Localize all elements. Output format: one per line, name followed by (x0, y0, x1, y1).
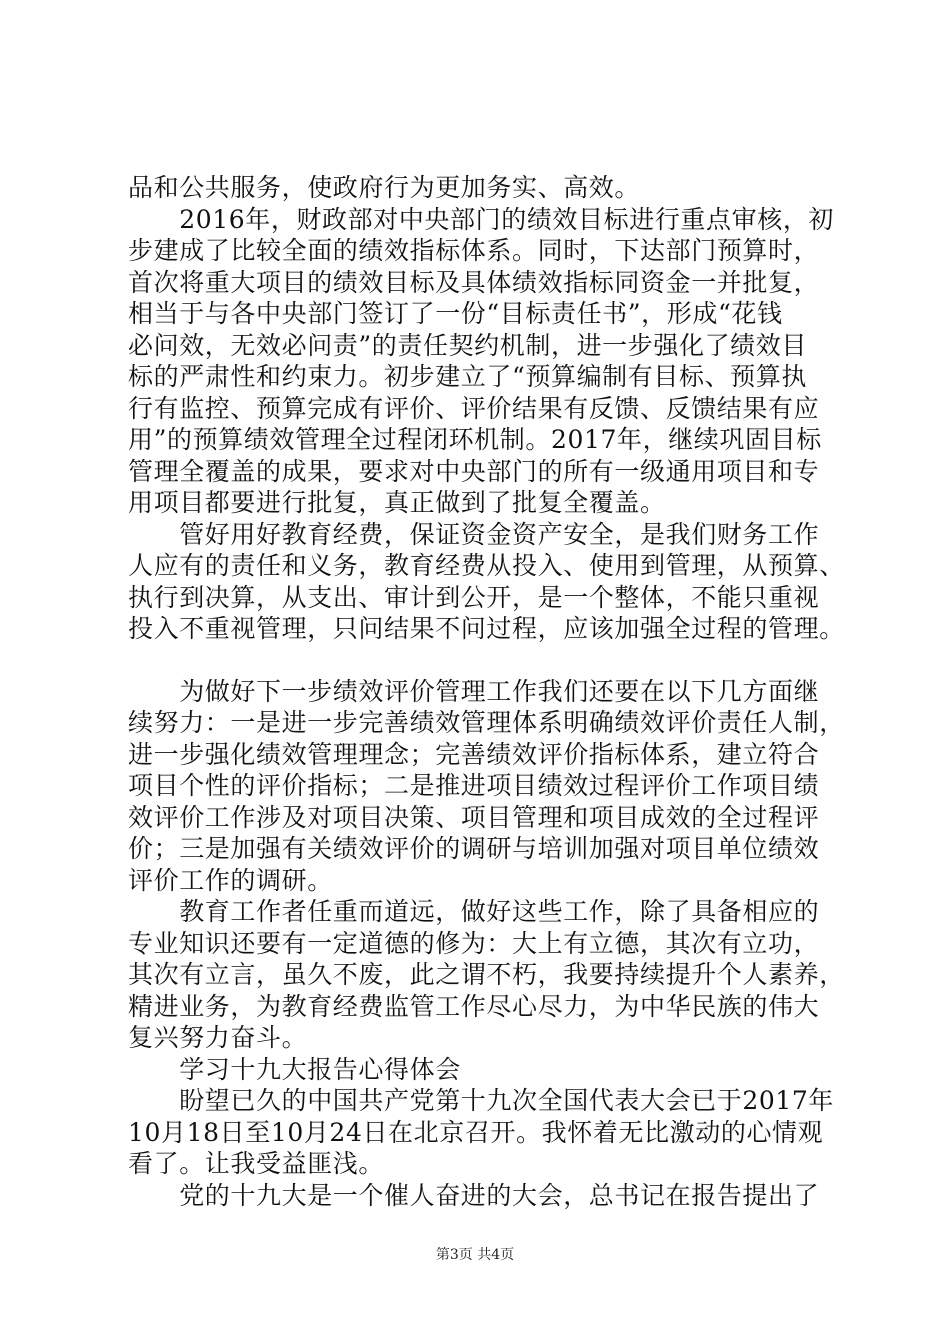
text-line: 投入不重视管理，只问结果不问过程，应该加强全过程的管理。 (128, 614, 845, 643)
text-line: 专业知识还要有一定道德的修为：大上有立德，其次有立功， (128, 928, 820, 958)
text-line: 项目个性的评价指标；二是推进项目绩效过程评价工作项目绩 (128, 771, 820, 800)
text-line: 续努力：一是进一步完善绩效管理体系明确绩效评价责任人制， (128, 708, 845, 737)
text-line: 教育工作者任重而道远，做好这些工作，除了具备相应的 (128, 897, 820, 926)
text-line: 效评价工作涉及对项目决策、项目管理和项目成效的全过程评 (128, 802, 820, 832)
text-line: 评价工作的调研。 (128, 865, 333, 895)
text-line: 盼望已久的中国共产党第十九次全国代表大会已于2017年 (128, 1086, 835, 1115)
text-line: 价；三是加强有关绩效评价的调研与培训加强对项目单位绩效 (128, 834, 820, 863)
paragraph (128, 896, 848, 1054)
text-line: 为做好下一步绩效评价管理工作我们还要在以下几方面继 (128, 676, 820, 706)
text-line: 首次将重大项目的绩效目标及具体绩效指标同资金一并批复， (128, 267, 820, 297)
paragraph (128, 1085, 848, 1180)
paragraph-list (128, 172, 848, 1211)
document-body (128, 172, 848, 1211)
text-line: 行有监控、预算完成有评价、评价结果有反馈、反馈结果有应 (128, 393, 820, 423)
text-line: 复兴努力奋斗。 (128, 1023, 308, 1052)
text-line: 用项目都要进行批复，真正做到了批复全覆盖。 (128, 488, 666, 517)
text-line: 标的严肃性和约束力。初步建立了“预算编制有目标、预算执 (128, 362, 807, 391)
text-line: 看了。让我受益匪浅。 (128, 1149, 385, 1178)
text-line: 人应有的责任和义务，教育经费从投入、使用到管理，从预算、 (128, 551, 845, 580)
paragraph (128, 519, 848, 645)
text-line: 学习十九大报告心得体会 (128, 1054, 461, 1084)
text-line: 其次有立言，虽久不废，此之谓不朽，我要持续提升个人素养， (128, 960, 845, 989)
text-line: 步建成了比较全面的绩效指标体系。同时，下达部门预算时， (128, 236, 820, 265)
text-line: 管理全覆盖的成果，要求对中央部门的所有一级通用项目和专 (128, 456, 820, 486)
page-number-label: 第3页 共4页 (435, 1247, 515, 1263)
text-line: 党的十九大是一个催人奋进的大会，总书记在报告提出了 (128, 1180, 820, 1210)
paragraph (128, 1180, 848, 1212)
text-line: 精进业务，为教育经费监管工作尽心尽力，为中华民族的伟大 (128, 991, 820, 1021)
text-line: 10月18日至10月24日在北京召开。我怀着无比激动的心情观 (128, 1117, 824, 1147)
page-footer (0, 1245, 950, 1265)
paragraph (128, 1054, 848, 1086)
paragraph (128, 204, 848, 519)
text-line: 必问效，无效必问责”的责任契约机制，进一步强化了绩效目 (128, 330, 807, 360)
text-line: 品和公共服务，使政府行为更加务实、高效。 (128, 173, 641, 202)
text-line: 管好用好教育经费，保证资金资产安全，是我们财务工作 (128, 519, 820, 549)
text-line: 用”的预算绩效管理全过程闭环机制。2017年，继续巩固目标 (128, 425, 822, 454)
text-line: 执行到决算，从支出、审计到公开，是一个整体，不能只重视 (128, 582, 820, 612)
text-line: 相当于与各中央部门签订了一份“目标责任书”，形成“花钱 (128, 299, 783, 328)
text-line: 进一步强化绩效管理理念；完善绩效评价指标体系，建立符合 (128, 739, 820, 769)
paragraph (128, 676, 848, 897)
paragraph-spacer (128, 645, 848, 676)
text-line: 2016年，财政部对中央部门的绩效目标进行重点审核，初 (128, 204, 835, 234)
paragraph (128, 172, 848, 204)
